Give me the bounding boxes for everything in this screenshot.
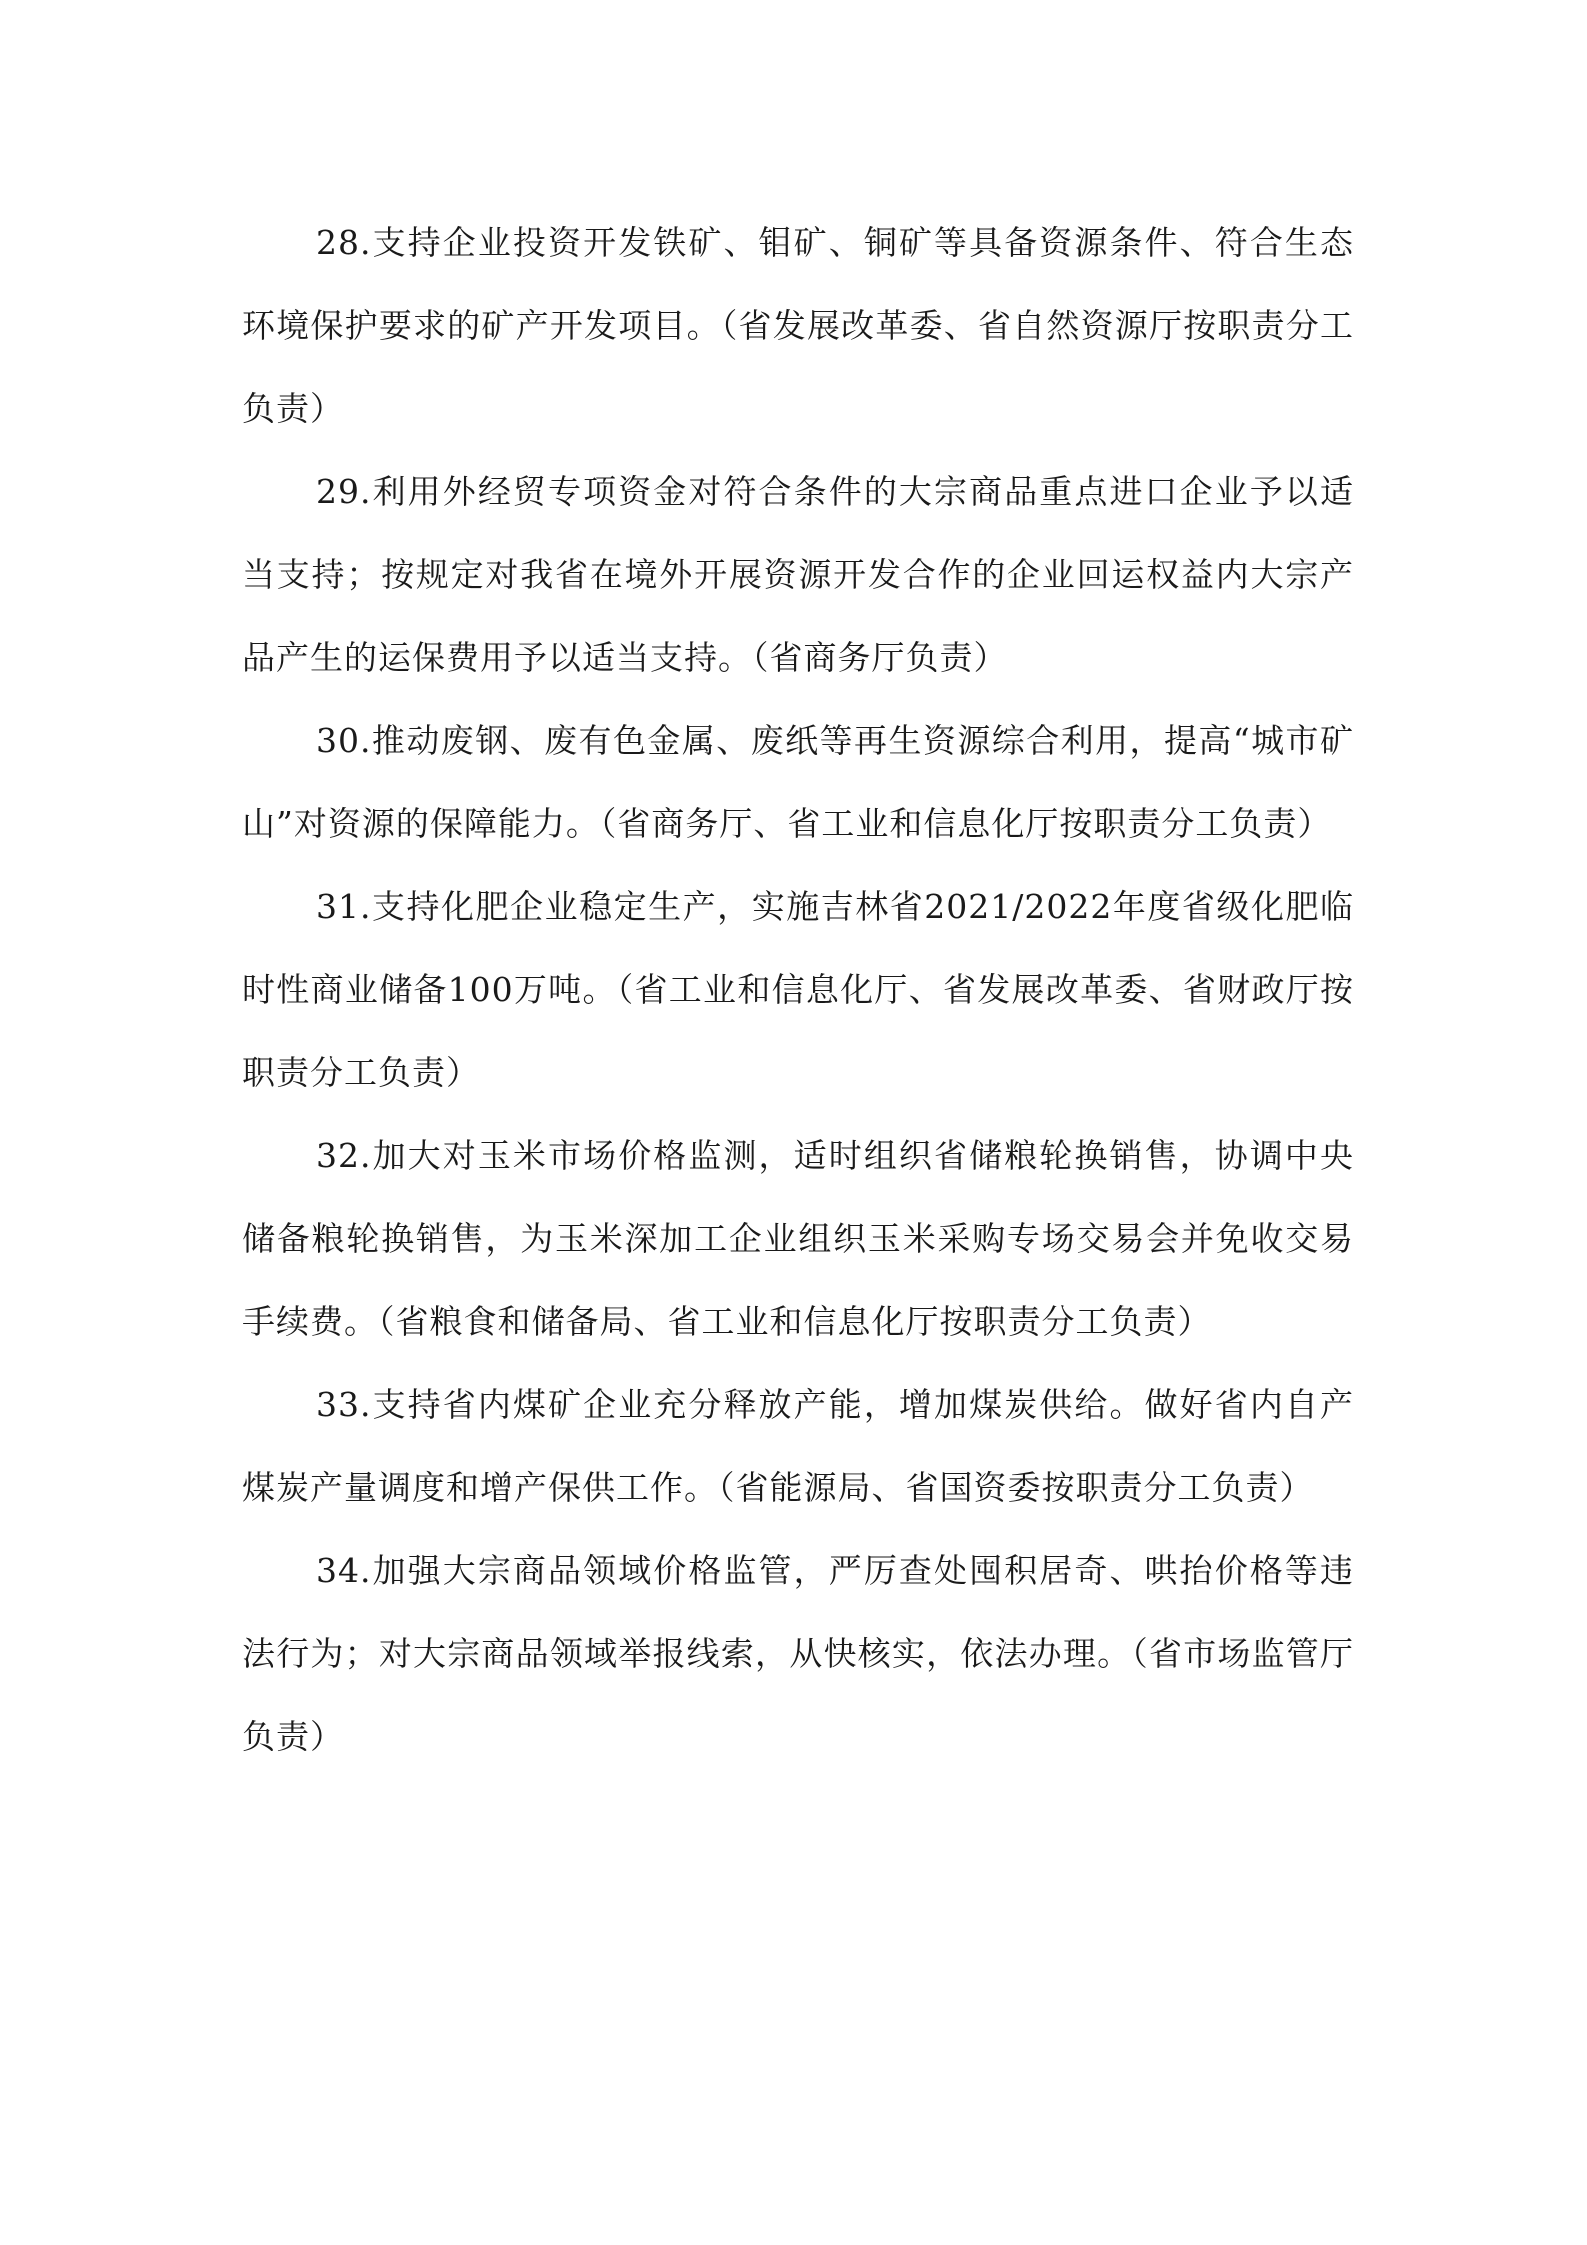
paragraph-31: 31.支持化肥企业稳定生产，实施吉林省2021/2022年度省级化肥临时性商业储备100万吨。（省工业和信息化厅、省发展改革委、省财政厅按职责分工负责）	[242, 887, 1354, 1092]
paragraph-28: 28.支持企业投资开发铁矿、钼矿、铜矿等具备资源条件、符合生态环境保护要求的矿产开发项目。（省发展改革委、省自然资源厅按职责分工负责）	[242, 223, 1354, 428]
paragraph-29: 29.利用外经贸专项资金对符合条件的大宗商品重点进口企业予以适当支持；按规定对我省在境外开展资源开发合作的企业回运权益内大宗产品产生的运保费用予以适当支持。（省商务厅负责）	[242, 472, 1354, 677]
paragraph-32: 32.加大对玉米市场价格监测，适时组织省储粮轮换销售，协调中央储备粮轮换销售，为玉米深加工企业组织玉米采购专场交易会并免收交易手续费。（省粮食和储备局、省工业和信息化厅按职责分工负责）	[242, 1136, 1354, 1341]
document-body	[242, 201, 1354, 1778]
paragraph-33: 33.支持省内煤矿企业充分释放产能，增加煤炭供给。做好省内自产煤炭产量调度和增产保供工作。（省能源局、省国资委按职责分工负责）	[242, 1385, 1354, 1507]
paragraph-34: 34.加强大宗商品领域价格监管，严厉查处囤积居奇、哄抬价格等违法行为；对大宗商品领域举报线索，从快核实，依法办理。（省市场监管厅负责）	[242, 1551, 1354, 1756]
paragraph-30: 30.推动废钢、废有色金属、废纸等再生资源综合利用，提高“城市矿山”对资源的保障能力。（省商务厅、省工业和信息化厅按职责分工负责）	[242, 721, 1354, 843]
